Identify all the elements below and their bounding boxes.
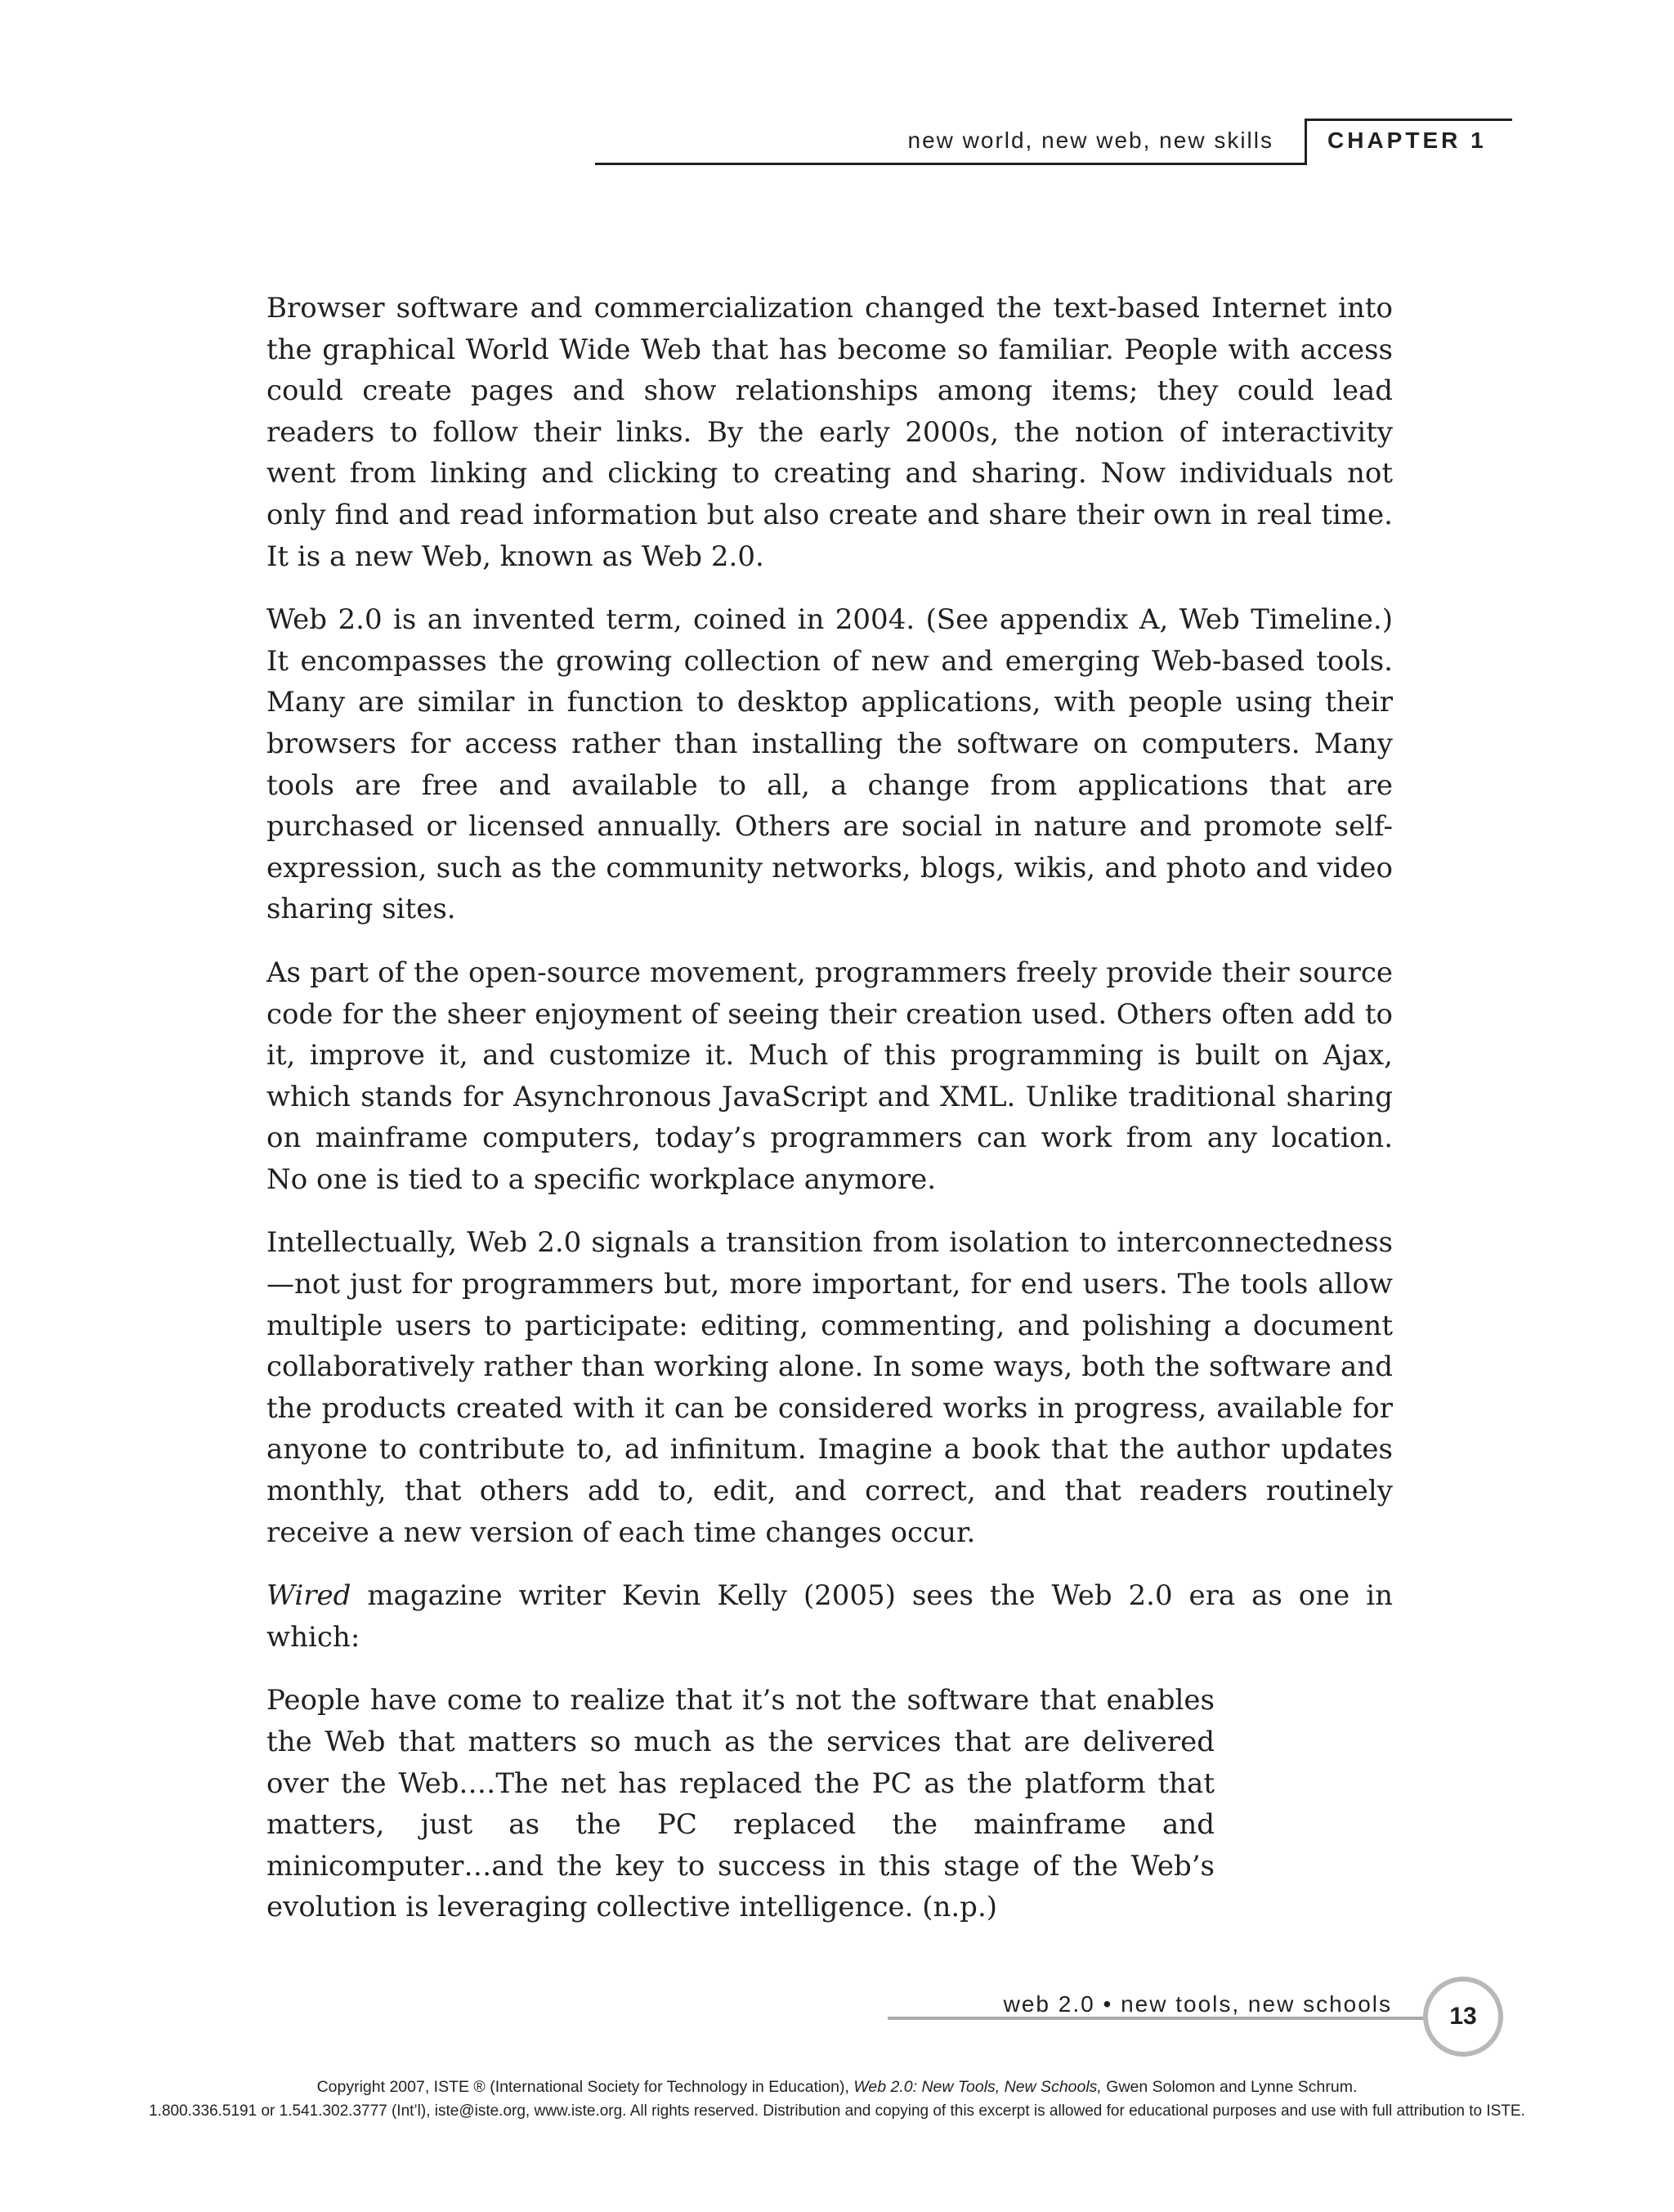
- header-divider: [1305, 119, 1307, 165]
- header-chapter-rule: [1305, 119, 1512, 121]
- running-footer-title: web 2.0 • new tools, new schools: [1003, 1991, 1392, 2017]
- copyright-text-a: Copyright 2007, ISTE ® (International Society for Technology in Education),: [316, 2078, 854, 2096]
- chapter-label: CHAPTER 1: [1327, 128, 1487, 153]
- page-number: 13: [1449, 2003, 1477, 2030]
- copyright-line-2: 1.800.336.5191 or 1.541.302.3777 (Int’l), iste@iste.org, www.iste.org. All rights reserved. Distribution and copying of this excerpt is allowed for educational purposes and use with full attribution to ISTE.: [149, 2102, 1525, 2120]
- paragraph-2: Web 2.0 is an invented term, coined in 2004. (See appendix A, Web Timeline.) It encompasses the growing collection of new and emerging Web-based tools. Many are similar in function to desktop applications, with people using their browsers for access rather than installing the software on computers. Many tools are free and available to all, a change from applications that are purchased or licensed annually. Others are social in nature and promote self-expression, such as the community networks, blogs, wikis, and photo and video sharing sites.: [266, 603, 1393, 926]
- paragraph-1: Browser software and commercialization changed the text-based Internet into the graphical World Wide Web that has become so familiar. People with access could create pages and show relationships among items; they could lead readers to follow their links. By the early 2000s, the notion of interactivity went from linking and clicking to creating and sharing. Now individuals not only find and read information but also create and share their own in real time. It is a new Web, known as Web 2.0.: [266, 292, 1393, 573]
- header-rule: [595, 163, 1306, 165]
- block-quote: People have come to realize that it’s not the software that enables the Web that matters so much as the services that are delivered over the Web.…The net has replaced the PC as the platform that matters, just as the PC replaced the mainframe and minicomputer…and the key to success in this stage of the Web’s evolution is leveraging collective intelligence. (n.p.): [266, 1684, 1215, 1924]
- book-title: Web 2.0: New Tools, New Schools,: [853, 2078, 1102, 2096]
- copyright-text-b: Gwen Solomon and Lynne Schrum.: [1101, 2078, 1358, 2096]
- paragraph-4: Intellectually, Web 2.0 signals a transition from isolation to interconnectedness—not just for programmers but, more important, for end users. The tools allow multiple users to participate: editing, commenting, and polishing a document collaboratively rather than working alone. In some ways, both the software and the products created with it can be considered works in progress, available for anyone to contribute to, ad infinitum. Imagine a book that the author updates monthly, that others add to, edit, and correct, and that readers routinely receive a new version of each time changes occur.: [266, 1226, 1393, 1549]
- body-text: [266, 288, 1393, 1950]
- magazine-title: Wired: [266, 1579, 351, 1613]
- quote-intro: [266, 1575, 1393, 1658]
- running-header-title: new world, new web, new skills: [907, 128, 1273, 153]
- copyright-line-1: [0, 2078, 1674, 2097]
- paragraph-3: As part of the open-source movement, programmers freely provide their source code for the sheer enjoyment of seeing their creation used. Others often add to it, improve it, and customize it. Much of this programming is built on Ajax, which stands for Asynchronous JavaScript and XML. Unlike traditional sharing on mainframe computers, today’s programmers can work from any location. No one is tied to a specific workplace anymore.: [266, 956, 1393, 1196]
- quote-intro-text: magazine writer Kevin Kelly (2005) sees the Web 2.0 era as one in which:: [266, 1579, 1393, 1654]
